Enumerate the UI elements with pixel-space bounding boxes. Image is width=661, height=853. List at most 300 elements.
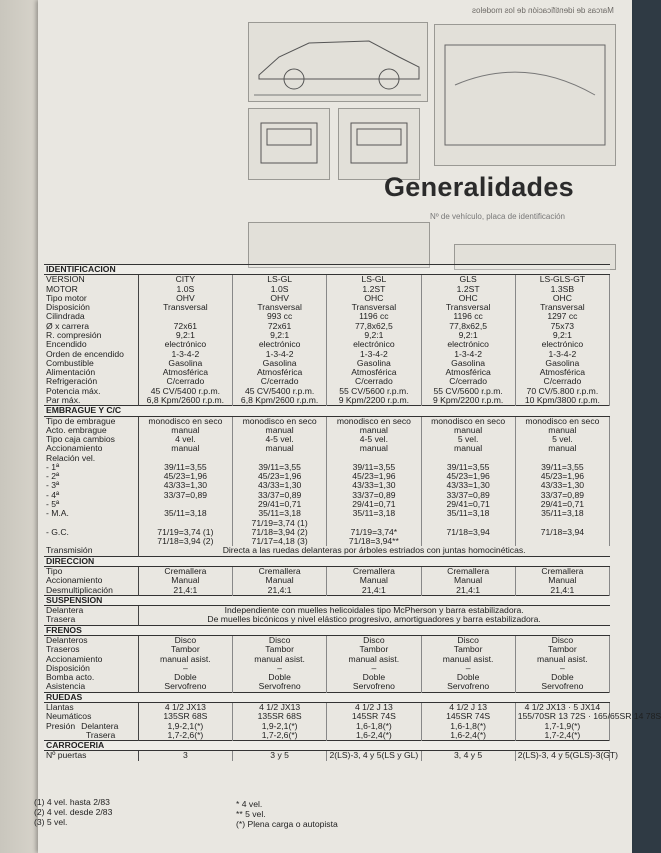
value-cell: electrónico (515, 340, 609, 349)
value-cell: Doble (138, 673, 232, 682)
row-label: Tipo de embrague (44, 416, 138, 426)
row-label: Accionamiento (44, 655, 138, 664)
value-cell: Gasolina (138, 359, 232, 368)
value-cell: 35/11=3,18 (421, 509, 515, 518)
motor-spec-row (44, 294, 610, 303)
row-label: Desmultiplicación (44, 586, 138, 596)
value-cell: 71/18=3,94 (515, 528, 609, 537)
row-label: Alimentación (44, 368, 138, 377)
spec-table-body (44, 264, 661, 761)
row-label: - G.C. (44, 528, 138, 537)
value-cell: Doble (233, 673, 327, 682)
value-cell: electrónico (138, 340, 232, 349)
value-cell: 71/18=3,94 (2) (233, 528, 327, 537)
footnotes-right (236, 800, 338, 830)
value-cell: 21,4:1 (515, 586, 609, 596)
embrague-row (44, 426, 610, 435)
id-plate-photo (434, 24, 616, 166)
footnote: (3) 5 vel. (34, 816, 68, 827)
value-cell: OHV (138, 294, 232, 303)
value-cell: 39/11=3,55 (138, 463, 232, 472)
value-cell: 71/18=3,94 (2) (138, 537, 232, 546)
value-cell: monodisco en seco (515, 416, 609, 426)
value-cell: 75x73 (515, 322, 609, 331)
value-cell: OHC (515, 294, 609, 303)
value-cell: 45 CV/5400 r.p.m. (138, 387, 232, 396)
value-cell: 1.2ST (327, 285, 421, 294)
row-label: Tipo motor (44, 294, 138, 303)
value-cell: 1-3-4-2 (515, 350, 609, 359)
value-cell: 29/41=0,71 (327, 500, 421, 509)
value-cell: 71/19=3,74 (1) (233, 519, 327, 528)
value-cell: 45 CV/5400 r.p.m. (233, 387, 327, 396)
value-cell: 145SR 74S (327, 712, 421, 721)
row-label: - 2ª (44, 472, 138, 481)
presion-delantera-row (44, 722, 610, 731)
value-cell: Atmosférica (233, 368, 327, 377)
row-label: - 3ª (44, 481, 138, 490)
value-cell: 33/37=0,89 (233, 491, 327, 500)
value-cell: Cremallera (327, 567, 421, 577)
value-cell: Transversal (138, 303, 232, 312)
value-cell: 35/11=3,18 (515, 509, 609, 518)
suspension-trasera-row (44, 615, 610, 625)
value-cell: 1,6-1,8(*) (327, 722, 421, 731)
value-cell: manual (327, 444, 421, 453)
value-cell: 21,4:1 (233, 586, 327, 596)
value-cell: 6,8 Kpm/2600 r.p.m. (233, 396, 327, 406)
value-cell: C/cerrado (515, 377, 609, 386)
value-cell: manual asist. (327, 655, 421, 664)
value-cell: 55 CV/5600 r.p.m. (327, 387, 421, 396)
value-cell: Disco (233, 635, 327, 645)
embrague-row (44, 463, 610, 472)
footnote: (1) 4 vel. hasta 2/83 (34, 797, 110, 807)
value-cell: Transversal (515, 303, 609, 312)
row-label: Transmisión (44, 546, 138, 556)
value-cell: manual (421, 444, 515, 453)
section-identificacion (44, 265, 610, 275)
value-cell: 29/41=0,71 (233, 500, 327, 509)
value-cell: 6,8 Kpm/2600 r.p.m. (138, 396, 232, 406)
value-cell: 1196 cc (421, 312, 515, 321)
row-label: Acto. embrague (44, 426, 138, 435)
value-cell: 1-3-4-2 (138, 350, 232, 359)
value-cell: 71/17=4,18 (3) (233, 537, 327, 546)
row-label: - M.A. (44, 509, 138, 518)
row-label: VERSION (44, 275, 138, 285)
motor-spec-row (44, 350, 610, 359)
value-cell: manual asist. (421, 655, 515, 664)
presion-label: Presión (46, 720, 76, 731)
value-cell: 993 cc (233, 312, 327, 321)
value-cell: Manual (421, 576, 515, 585)
value-cell: 45/23=1,96 (421, 472, 515, 481)
value-cell: 71/19=3,74 (1) (138, 528, 232, 537)
row-label: Disposición (44, 303, 138, 312)
row-label: Tipo caja cambios (44, 435, 138, 444)
row-label: Bomba acto. (44, 673, 138, 682)
value-cell: Tambor (138, 645, 232, 654)
row-label: Ø x carrera (44, 322, 138, 331)
value-cell: 5 vel. (421, 435, 515, 444)
value-cell: 135SR 68S (233, 712, 327, 721)
row-label: MOTOR (44, 285, 138, 294)
value-cell: 9 Kpm/2200 r.p.m. (327, 396, 421, 406)
value-cell: 39/11=3,55 (327, 463, 421, 472)
value-cell: Transversal (327, 303, 421, 312)
section-frenos (44, 625, 610, 635)
embrague-row (44, 491, 610, 500)
value-cell: monodisco en seco (233, 416, 327, 426)
car-rear-icon (339, 109, 419, 179)
value-cell: 1-3-4-2 (421, 350, 515, 359)
value-cell: GLS (421, 275, 515, 285)
value-cell: LS-GLS-GT (515, 275, 609, 285)
value-cell: 1297 cc (515, 312, 609, 321)
value-cell (515, 537, 609, 546)
value-cell: 1,7-2,6(*) (138, 731, 232, 741)
value-cell: 1.0S (138, 285, 232, 294)
frenos-row (44, 645, 610, 654)
value-cell: electrónico (421, 340, 515, 349)
value-cell: 9,2:1 (327, 331, 421, 340)
value-cell: Atmosférica (138, 368, 232, 377)
value-cell: 33/37=0,89 (515, 491, 609, 500)
value-cell: 21,4:1 (421, 586, 515, 596)
row-label: Trasera (44, 615, 138, 625)
frenos-row (44, 673, 610, 682)
value-cell: 29/41=0,71 (421, 500, 515, 509)
row-label: Accionamiento (44, 444, 138, 453)
value-cell: manual asist. (138, 655, 232, 664)
value-cell: manual (327, 426, 421, 435)
value-cell: 1,7-2,4(*) (515, 731, 609, 741)
value-cell: 4 1/2 J 13 (327, 702, 421, 712)
value-cell: 45/23=1,96 (233, 472, 327, 481)
value-cell: 4-5 vel. (327, 435, 421, 444)
value-cell: manual (421, 426, 515, 435)
value-cell: 1,7-2,6(*) (233, 731, 327, 741)
value-cell: LS-GL (327, 275, 421, 285)
value-cell: 1196 cc (327, 312, 421, 321)
embrague-row (44, 500, 610, 509)
row-label: Potencia máx. (44, 387, 138, 396)
frenos-row (44, 664, 610, 673)
value-cell: 4-5 vel. (233, 435, 327, 444)
row-label: Cilindrada (44, 312, 138, 321)
value-cell: 77,8x62,5 (421, 322, 515, 331)
value-cell: 1,9-2,1(*) (233, 722, 327, 731)
motor-spec-row (44, 312, 610, 321)
value-cell: Tambor (233, 645, 327, 654)
value-cell: electrónico (233, 340, 327, 349)
value-cell: Transversal (233, 303, 327, 312)
embrague-row (44, 509, 610, 518)
value-cell: manual asist. (233, 655, 327, 664)
value-cell: 5 vel. (515, 435, 609, 444)
value-cell: Disco (327, 635, 421, 645)
frenos-row (44, 635, 610, 645)
value-cell: Disco (421, 635, 515, 645)
motor-row (44, 285, 610, 294)
value-cell: Independiente con muelles helicoidales tipo McPherson y barra estabilizadora. (224, 605, 524, 616)
value-cell: Gasolina (233, 359, 327, 368)
section-embrague (44, 406, 610, 416)
value-cell: 33/37=0,89 (421, 491, 515, 500)
value-cell: Servofreno (327, 682, 421, 692)
value-cell: De muelles bicónicos y nivel elástico progresivo, amortiguadores y barra estabilizadora. (207, 614, 541, 625)
puertas-row (44, 751, 610, 761)
value-cell: 35/11=3,18 (233, 509, 327, 518)
value-cell: 39/11=3,55 (515, 463, 609, 472)
car-side-icon (249, 23, 427, 101)
value-cell: 3, 4 y 5 (421, 751, 515, 761)
value-cell: Directa a las ruedas delanteras por árboles estriados con juntas homocinéticas. (222, 545, 526, 556)
value-cell: 71/19=3,74* (327, 528, 421, 537)
footnote: (2) 4 vel. desde 2/83 (34, 806, 113, 817)
direccion-row (44, 576, 610, 585)
section-heading: CARROCERIA (44, 741, 610, 751)
value-cell: Doble (421, 673, 515, 682)
motor-spec-row (44, 340, 610, 349)
footnotes-left (34, 798, 112, 828)
section-ruedas (44, 692, 610, 702)
value-cell: 4 1/2 JX13 · 5 JX14 (515, 702, 609, 712)
value-cell: Tambor (327, 645, 421, 654)
value-cell: 43/33=1,30 (421, 481, 515, 490)
value-cell: 3 (138, 751, 232, 761)
row-label: Accionamiento (44, 576, 138, 585)
footnote: (*) Plena carga o autopista (236, 818, 338, 829)
value-cell: 155/70SR 13 72S · 165/65SR 14 78S (515, 712, 609, 721)
value-cell: Disco (138, 635, 232, 645)
value-cell: Atmosférica (421, 368, 515, 377)
value-cell: Manual (515, 576, 609, 585)
value-cell: electrónico (327, 340, 421, 349)
value-cell: Doble (515, 673, 609, 682)
motor-spec-row (44, 368, 610, 377)
value-cell: 1,6-2,4(*) (421, 731, 515, 741)
section-heading: IDENTIFICACION (44, 265, 610, 275)
value-cell: 2(LS)-3, 4 y 5(GLS)-3(GT) (515, 751, 609, 761)
value-cell: 9,2:1 (233, 331, 327, 340)
value-cell: Tambor (515, 645, 609, 654)
value-cell: 45/23=1,96 (138, 472, 232, 481)
motor-spec-row (44, 396, 610, 406)
value-cell: 135SR 68S (138, 712, 232, 721)
value-cell: – (138, 664, 232, 673)
value-cell: OHV (233, 294, 327, 303)
transmision-row (44, 546, 610, 556)
direccion-row (44, 586, 610, 596)
value-cell: Atmosférica (327, 368, 421, 377)
section-heading: EMBRAGUE Y C/C (44, 406, 610, 416)
embrague-row (44, 435, 610, 444)
embrague-row (44, 481, 610, 490)
section-suspension (44, 595, 610, 605)
row-label: - 4ª (44, 491, 138, 500)
value-cell: manual (515, 444, 609, 453)
value-cell: 55 CV/5600 r.p.m. (421, 387, 515, 396)
page-title: Generalidades (384, 172, 574, 202)
row-label: R. compresión (44, 331, 138, 340)
value-cell: 35/11=3,18 (138, 509, 232, 518)
value-cell: 71/18=3,94 (421, 528, 515, 537)
value-cell: 1,6-1,8(*) (421, 722, 515, 731)
value-cell: 43/33=1,30 (138, 481, 232, 490)
value-cell: Gasolina (515, 359, 609, 368)
row-label: Asistencia (44, 682, 138, 692)
value-cell: 145SR 74S (421, 712, 515, 721)
trasera-label: Trasera (86, 729, 116, 740)
value-cell: Manual (138, 576, 232, 585)
value-cell: 4 vel. (138, 435, 232, 444)
car-rear-drawing (338, 108, 420, 180)
motor-spec-row (44, 359, 610, 368)
value-cell: monodisco en seco (421, 416, 515, 426)
row-label: Neumáticos (44, 712, 138, 721)
value-cell: Manual (327, 576, 421, 585)
row-label: Llantas (44, 702, 138, 712)
value-cell: CITY (138, 275, 232, 285)
value-cell: C/cerrado (138, 377, 232, 386)
value-cell: C/cerrado (421, 377, 515, 386)
value-cell: 9 Kpm/2200 r.p.m. (421, 396, 515, 406)
value-cell: 21,4:1 (327, 586, 421, 596)
row-label: - 5ª (44, 500, 138, 509)
value-cell: OHC (327, 294, 421, 303)
value-cell: Cremallera (138, 567, 232, 577)
value-cell: Servofreno (515, 682, 609, 692)
row-label: Relación vel. (44, 454, 138, 463)
value-cell: Disco (515, 635, 609, 645)
value-cell: Cremallera (515, 567, 609, 577)
section-heading: SUSPENSION (44, 595, 610, 605)
value-cell: 9,2:1 (421, 331, 515, 340)
value-cell: 77,8x62,5 (327, 322, 421, 331)
value-cell: Gasolina (327, 359, 421, 368)
embrague-row (44, 519, 610, 528)
value-cell: 33/37=0,89 (327, 491, 421, 500)
footnote: * 4 vel. (236, 799, 263, 809)
value-cell: 71/18=3,94** (327, 537, 421, 546)
value-cell: – (233, 664, 327, 673)
motor-spec-row (44, 322, 610, 331)
value-cell: 72x61 (138, 322, 232, 331)
value-cell: Cremallera (233, 567, 327, 577)
row-label: Par máx. (44, 396, 138, 406)
value-cell: 33/37=0,89 (138, 491, 232, 500)
value-cell: manual (515, 426, 609, 435)
value-cell: LS-GL (233, 275, 327, 285)
section-heading: RUEDAS (44, 692, 610, 702)
value-cell: 10 Kpm/3800 r.p.m. (515, 396, 609, 406)
value-cell: Servofreno (138, 682, 232, 692)
section-carroceria (44, 741, 610, 751)
row-label: Nº puertas (44, 751, 138, 761)
value-cell: 70 CV/5.800 r.p.m. (515, 387, 609, 396)
row-label: Disposición (44, 664, 138, 673)
row-label: - 1ª (44, 463, 138, 472)
value-cell: Servofreno (421, 682, 515, 692)
value-cell: 29/41=0,71 (515, 500, 609, 509)
value-cell: C/cerrado (327, 377, 421, 386)
value-cell: 43/33=1,30 (515, 481, 609, 490)
value-cell: Doble (327, 673, 421, 682)
value-cell: – (327, 664, 421, 673)
value-cell: Atmosférica (515, 368, 609, 377)
value-cell: Tambor (421, 645, 515, 654)
motor-spec-row (44, 303, 610, 312)
car-front-drawing (248, 108, 330, 180)
row-label: Refrigeración (44, 377, 138, 386)
value-cell: 1.2ST (421, 285, 515, 294)
footnote: ** 5 vel. (236, 808, 266, 819)
value-cell: 43/33=1,30 (233, 481, 327, 490)
value-cell: Cremallera (421, 567, 515, 577)
value-cell: Manual (233, 576, 327, 585)
embrague-row (44, 444, 610, 453)
value-cell: 35/11=3,18 (327, 509, 421, 518)
value-cell: 4 1/2 JX13 (233, 702, 327, 712)
value-cell: – (421, 664, 515, 673)
frenos-row (44, 655, 610, 664)
row-label: Combustible (44, 359, 138, 368)
neumaticos-row (44, 712, 610, 721)
value-cell: 4 1/2 J 13 (421, 702, 515, 712)
value-cell: 45/23=1,96 (327, 472, 421, 481)
car-side-drawing-2 (248, 222, 430, 268)
value-cell: 72x61 (233, 322, 327, 331)
value-cell: manual (233, 426, 327, 435)
motor-spec-row (44, 377, 610, 386)
value-cell: 1-3-4-2 (233, 350, 327, 359)
value-cell: 9,2:1 (138, 331, 232, 340)
value-cell: 4 1/2 JX13 (138, 702, 232, 712)
delantera-label: Delantera (81, 720, 119, 731)
frenos-row (44, 682, 610, 692)
section-direccion (44, 556, 610, 566)
value-cell: 3 y 5 (233, 751, 327, 761)
embrague-row (44, 472, 610, 481)
row-label: Delanteros (44, 635, 138, 645)
value-cell: manual (138, 426, 232, 435)
row-label: Orden de encendido (44, 350, 138, 359)
value-cell: 43/33=1,30 (327, 481, 421, 490)
presion-trasera-row (44, 731, 610, 741)
value-cell: 1.0S (233, 285, 327, 294)
value-cell: OHC (421, 294, 515, 303)
car-side-drawing (248, 22, 428, 102)
value-cell: manual asist. (515, 655, 609, 664)
spec-table (44, 264, 661, 761)
value-cell: 9,2:1 (515, 331, 609, 340)
section-heading: DIRECCION (44, 556, 610, 566)
direccion-row (44, 567, 610, 577)
value-cell: Servofreno (233, 682, 327, 692)
page-subtitle: Nº de vehículo, placa de identificación (430, 212, 566, 221)
embrague-row (44, 416, 610, 426)
value-cell: 21,4:1 (138, 586, 232, 596)
value-cell: 39/11=3,55 (421, 463, 515, 472)
value-cell: monodisco en seco (138, 416, 232, 426)
value-cell: monodisco en seco (327, 416, 421, 426)
value-cell: Gasolina (421, 359, 515, 368)
row-label: Traseros (44, 645, 138, 654)
value-cell: Transversal (421, 303, 515, 312)
value-cell: 2(LS)-3, 4 y 5(LS y GL) (327, 751, 421, 761)
